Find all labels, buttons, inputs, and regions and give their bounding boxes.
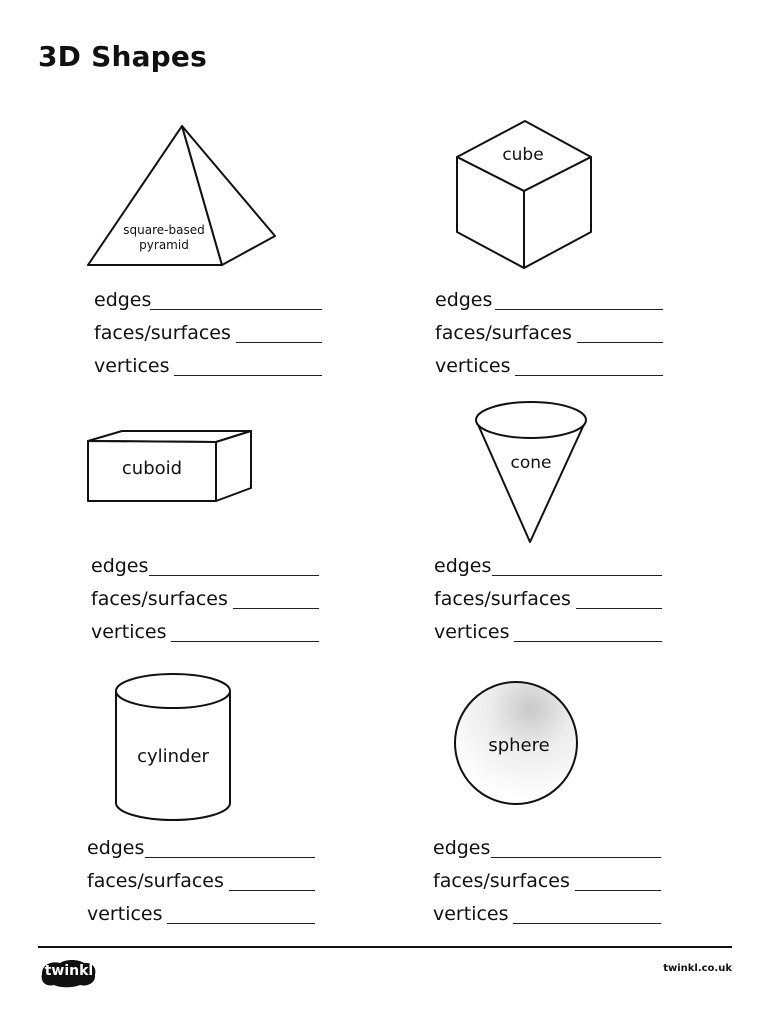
vertices-label: vertices [91,621,167,643]
cuboid-edges [91,553,319,579]
pyramid-label-line1: square-based [123,223,205,237]
vertices-answer-line[interactable] [515,375,663,376]
faces-answer-line[interactable] [575,890,661,891]
cuboid-faces [91,586,319,612]
edges-answer-line[interactable] [491,857,661,858]
vertices-label: vertices [433,903,509,925]
edges-label: edges [94,289,152,311]
cylinder-vertices [87,901,315,927]
edges-label: edges [435,289,493,311]
vertices-answer-line[interactable] [174,375,322,376]
edges-answer-line[interactable] [495,309,663,310]
faces-label: faces/surfaces [434,588,571,610]
faces-label: faces/surfaces [91,588,228,610]
cone-label: cone [510,453,552,473]
faces-label: faces/surfaces [94,322,231,344]
pyramid-label [104,223,224,253]
vertices-label: vertices [434,621,510,643]
cube-faces [435,320,663,346]
pyramid-label-line2: pyramid [139,238,189,252]
vertices-answer-line[interactable] [514,641,662,642]
cone-vertices [434,619,662,645]
pyramid-faces [94,320,322,346]
logo-text: twinkl [44,963,94,979]
cone-faces [434,586,662,612]
faces-answer-line[interactable] [576,608,662,609]
sphere-faces [433,868,661,894]
edges-label: edges [91,555,149,577]
cuboid-vertices [91,619,319,645]
vertices-answer-line[interactable] [167,923,315,924]
cylinder-edges [87,835,315,861]
edges-answer-line[interactable] [492,575,662,576]
vertices-label: vertices [435,355,511,377]
vertices-answer-line[interactable] [513,923,661,924]
vertices-label: vertices [94,355,170,377]
cylinder-faces [87,868,315,894]
faces-label: faces/surfaces [433,870,570,892]
faces-label: faces/surfaces [435,322,572,344]
faces-label: faces/surfaces [87,870,224,892]
cone-edges [434,553,662,579]
cuboid-label: cuboid [121,458,183,479]
edges-answer-line[interactable] [150,309,322,310]
cube-shape [457,121,591,268]
cube-label: cube [502,145,544,165]
edges-answer-line[interactable] [149,575,319,576]
page-title: 3D Shapes [38,40,207,73]
footer-site[interactable]: twinkl.co.uk [663,963,732,974]
faces-answer-line[interactable] [229,890,315,891]
pyramid-edges [94,287,322,313]
faces-answer-line[interactable] [233,608,319,609]
edges-label: edges [433,837,491,859]
edges-answer-line[interactable] [145,857,315,858]
sphere-label: sphere [488,735,550,756]
cube-edges [435,287,663,313]
cylinder-label: cylinder [137,746,209,767]
edges-label: edges [87,837,145,859]
faces-answer-line[interactable] [236,342,322,343]
cube-vertices [435,353,663,379]
sphere-edges [433,835,661,861]
edges-label: edges [434,555,492,577]
sphere-vertices [433,901,661,927]
vertices-label: vertices [87,903,163,925]
faces-answer-line[interactable] [577,342,663,343]
footer-divider [38,946,732,948]
pyramid-vertices [94,353,322,379]
vertices-answer-line[interactable] [171,641,319,642]
